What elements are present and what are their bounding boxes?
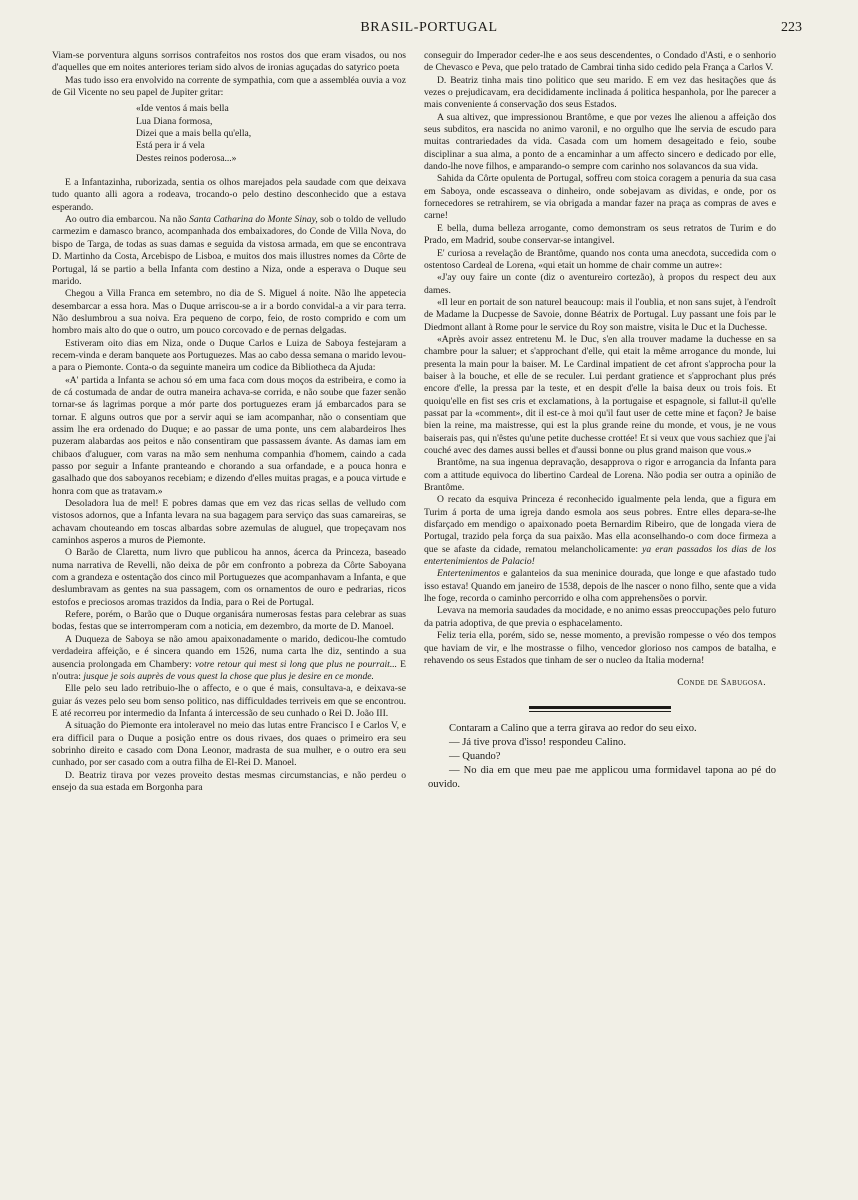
divider-thin-line [529,711,671,712]
paragraph: «Il leur en portait de son naturel beaucoup: mais il l'oublia, et non sans sujet, à l'endroît de Madame la Ducpesse de Savoie, donne Béatrix de Portugal. Luy passant une fois par le Diedmont allant à Rome pour le service du Roy son maistre, visita le Duc et la Duchesse. [424,296,776,333]
poem-line: Lua Diana formosa, [136,115,213,127]
poem-line: Destes reinos poderosa...» [136,152,237,164]
paragraph: E' curiosa a revelação de Brantôme, quando nos conta uma anecdota, succedida com o ostentoso Cardeal de Lorena, «qui etait un homme de chair comme un autre»: [424,247,776,271]
anecdote [428,722,776,792]
paragraph [424,568,776,605]
anecdote-line: — Já tive prova d'isso! respondeu Calino. [449,736,626,748]
paragraph: Feliz teria ella, porém, sido se, nesse momento, a previsão rompesse o véo dos tempos que haviam de vir, e lhe mostrasse o filho, vencedor glorioso nos campos de batalha, e rehavendo os seus Estados que tinham de ser o nucleo da Italia moderna! [424,630,776,666]
anecdote-line: — Quando? [449,750,501,762]
spanish-quote: ya eran passados los dias de los entertenimientos de Palacio! [424,543,776,568]
paragraph: A sua altivez, que impressionou Brantôme, e que por vezes lhe alienou a affeição dos seus subditos, era nascida no animo varonil, e no orgulho que lhe servia de escudo para muitas contrariedades da vida. Casada com um homem desageitado e feio, soube disciplinar a sua alma, a ponto de a encaminhar a um affecto sincero e dedicado por elle, dando-lhe nove filhos, e amparando-o sempre com carinho nos solavancos da sua vida. [424,111,776,173]
french-quote: votre retour qui mest si long que plus ne pourrait... [194,658,398,670]
paragraph: Refere, porém, o Barão que o Duque organisára numerosas festas para celebrar as suas bodas, festas que se interromperam com a noticia, em dezembro, da morte de D. Manoel. [52,609,406,633]
paragraph: D. Beatriz tirava por vezes proveito destas mesmas circumstancias, e não perdeu o ensejo da sua estada em Borgonha para [52,769,406,793]
page-number: 223 [781,20,802,35]
paragraph: Levava na memoria saudades da mocidade, e no animo essas preoccupações pelo futuro da patria adoptiva, de que previa o esphacelamento. [424,605,776,629]
paragraph: «A' partida a Infanta se achou só em uma faca com dous moços da estribeira, e como ia de cá costumada de andar de outra maneira achava-se corrida, e não soube que fazer senão tornar-se ás lagrimas porque a mór parte dos portuguezes eram já embarcados para se tornar. E alguns outros que por a servir aqui se iam acompanhar, não o consentiam que assim lhe era ordenado do Duque; e ao passar de uma ponte, uns cem alabardeiros lhes puzeram alabardas aos peitos e não consentiram que passassem ávante. As damas iam em chibaos d'aluguer, com varas na mão sem nenhuma companhia d'homem, caindo a cada passo por seguir a Infante pranteando e chorando a sua orfandade, e a pouca honra e gasalhado que dos saboyanos recebiam; e dizendo d'elles muitas pragas, e a pouca virtude e honra com que as tratavam.» [52,374,406,497]
poem-line: «Ide ventos á mais bella [136,103,229,115]
paragraph: Viam-se porventura alguns sorrisos contrafeitos nos rostos dos que eram visados, ou nos d'aquelles que em noites anteriores teriam sido alvos de ironias aguçadas do satyrico poeta [52,50,406,74]
paragraph: Chegou a Villa Franca em setembro, no dia de S. Miguel á noite. Não lhe appetecia desembarcar a essa hora. Mas o Duque arriscou-se a ir a bordo convidal-a a vir para terra. Não deslumbrou a sua noiva. Era pequeno de corpo, feio, de rosto comprido e com um hombro mais alto do que o outro, um pouco corcovado e de pernas delgadas. [52,288,406,337]
paragraph: Sahida da Côrte opulenta de Portugal, soffreu com stoica coragem a penuria da sua casa em Saboya, onde escasseava o dinheiro, onde sobejavam as dividas, e onde, por os fornecedores se retrahirem, se via obrigada a mandar fazer na praça as compras de aves e carne! [424,173,776,222]
paragraph: Desoladora lua de mel! E pobres damas que em vez das ricas sellas de velludo com vistosos adornos, que a Infanta levara na sua bagagem para serviço das suas camareiras, se achavam chouteando em toscas albardas sobre azemulas de aluguel, que tropeçavam nos caminhos asperos a muros de Piemonte. [52,498,406,547]
text-run: sob o toldo de velludo carmezim e damasco branco, acompanhada dos embaixadores, do Conde de Villa Nova, do bispo de Targa, de todas as suas damas e seguida da vistosa armada, em que se encontrava D. Martinho da Costa, Arcebispo de Lisboa, e muitos dos mais illustres nomes da Côrte de Portugal, lá se partio a bella Infanta com destino a Niza, onde a esperava o Duque seu marido. [52,214,406,287]
paragraph [424,494,776,568]
section-divider [529,706,671,712]
anecdote-line: Contaram a Calino que a terra girava ao redor do seu eixo. [449,722,697,734]
author-signature: Conde de Sabugosa. [677,677,766,689]
page-header [52,20,806,42]
paragraph: O Barão de Claretta, num livro que publicou ha annos, ácerca da Princeza, baseado numa narrativa de Revelli, não deixa de pôr em confronto a pobreza da Côrte Saboyana com a grandeza e ostentação dos cinco mil Portuguezes que acompanhavam a Infanta, e que deslumbravam as gentes na sua passagem, com os ornamentos de ouro e pedrarias, ricos estofos e preciosos aromas trazidos da India, para o Rei de Portugal. [52,547,406,608]
magazine-title: BRASIL-PORTUGAL [360,20,498,35]
right-column [424,50,776,792]
paragraph: E bella, duma belleza arrogante, como demonstram os seus retratos de Turim e do Prado, em Madrid, soube conservar-se intangivel. [424,222,776,247]
paragraph [52,214,406,288]
italic-lead: Entertenimentos [437,568,500,580]
ship-name: Santa Catharina do Monte Sinay, [189,214,318,226]
paragraph: Mas tudo isso era envolvido na corrente de sympathia, com que a assembléa ouvia a voz de Gil Vicente no seu papel de Jupiter gritar: [52,74,406,99]
paragraph: A situação do Piemonte era intoleravel no meio das lutas entre Francisco I e Carlos V, e era difficil para o Duque a posição entre os dous rivaes, dos quaes o primeiro era seu sobrinho direito e casado com Dona Leonor, madrasta de sua mulher, e o outro era seu cunhado, por ser casado com a outra filha de El-Rei D. Manoel. [52,720,406,769]
paragraph: Elle pelo seu lado retribuio-lhe o affecto, e o que é mais, consultava-a, e deixava-se guiar ás vezes pelo seu bom senso politico, nas difficuldades terriveis em que se encontrou. E até recorreu por intermedio da Infanta á intercessão de seu cunhado o Rei D. João III. [52,683,406,719]
left-column [52,50,406,794]
text-run: A Duqueza de Saboya se não amou apaixonadamente o marido, dedicou-lhe comtudo verdadeira affeição, e é sincera quando em 1526, numa carta lhe diz, sentindo a sua ausencia prolongada em Chambery: [52,633,406,670]
poem-line: Está pera ir á vela [136,140,205,152]
paragraph: E a Infantazinha, ruborizada, sentia os olhos marejados pela saudade com que deixava tudo quanto alli agora a rodeava, trocando-o pelo destino desconhecido que a estava esperando. [52,177,406,213]
text-run: Ao outro dia embarcou. Na não [65,214,190,226]
french-quote: jusque je sois auprès de vous quest la chose que plus je desire en ce monde. [83,670,374,682]
paragraph: «Après avoir assez entretenu M. le Duc, s'en alla trouver madame la duchesse en sa chambre pour la saluer; et s'approchant d'elle, qui etait la même arrogance du monde, lui presenta la main pour la baiser. M. Le Cardinal impatient de cet afront s'approcha pour la baiser à la bouche, et elle de se reculer. Lui perdant gratience et s'approchant plus prés encore d'elle, la pressa par la teste, et en despit d'elle la baisa deux ou trois fois. Et quoiqu'elle en fist ses cris et exclamations, à la portugaise et espagnole, si fallut-il qu'elle passat par la «comment», dit il est-ce à moi qu'il faut user de cette mine et façon? Je baise bien la reine, ma maistresse, qui est la plus grande reine du monde, et vous, je ne vous baiserais pas, qui n'êstes qu'une petite duchesse crottée! Et si veux que vous sachiez que j'ai couché avec des dames aussi belles et d'aussi bonne ou plus grand maison que vous.» [424,333,776,456]
text-run: E n'outra: [52,658,406,682]
paragraph: D. Beatriz tinha mais tino politico que seu marido. E em vez das hesitações que ás vezes o prejudicavam, era decididamente inclinada á politica hespanhola, por lhe parecer a mais conveniente á conservação dos seus Estados. [424,74,776,111]
paragraph [52,634,406,683]
anecdote-line: — No dia em que meu pae me applicou uma formidavel tapona ao pé do ouvido. [428,764,776,790]
text-run: e galanteios da sua meninice dourada, que longe e que afastado tudo isso estava! Quando em janeiro de 1538, depois de lhe nascer o nono filho, sente que a vida lhe foge, recorda o caminho percorrido e olha com apprehensões o porvir. [424,568,776,605]
divider-thick-line [529,706,671,709]
poem [136,103,406,165]
paragraph: Brantôme, na sua ingenua depravação, desapprova o rigor e arrogancia da Infanta para com a attitude equivoca do libertino Cardeal de Lorena. Não podia ser outra a opinião de Brantôme. [424,457,776,494]
paragraph: Estiveram oito dias em Niza, onde o Duque Carlos e Luiza de Saboya festejaram a recem-vinda e deram banquete aos Portuguezes. Mas ao cabo dessa semana o marido levou-a para o Piemonte. Conta-o da seguinte maneira um codice da Bibliotheca da Ajuda: [52,337,406,374]
poem-line: Dizei que a mais bella qu'ella, [136,128,252,140]
paragraph: conseguir do Imperador ceder-lhe e aos seus descendentes, o Condado d'Asti, e o senhorio de Chevasco e Peva, que pelo tratado de Cambrai tinha sido cedido pela França a Carlos V. [424,50,776,74]
text-run: O recato da esquiva Princeza é reconhecido igualmente pela lenda, que a figura em Turim á porta de uma igreja dando esmola aos seus pobres. Entre elles depara-se-lhe disfarçado em mendigo o apaixonado poeta Bernardim Ribeiro, que de longada viera de Portugal, trazido pela força da sua paixão. Mas ella aconselhando-o com doce firmeza a que se afaste da cidade, rematou melancholicamente: [424,494,776,555]
paragraph: «J'ay ouy faire un conte (diz o aventureiro cortezão), à propos du respect deu aux dames. [424,272,776,296]
